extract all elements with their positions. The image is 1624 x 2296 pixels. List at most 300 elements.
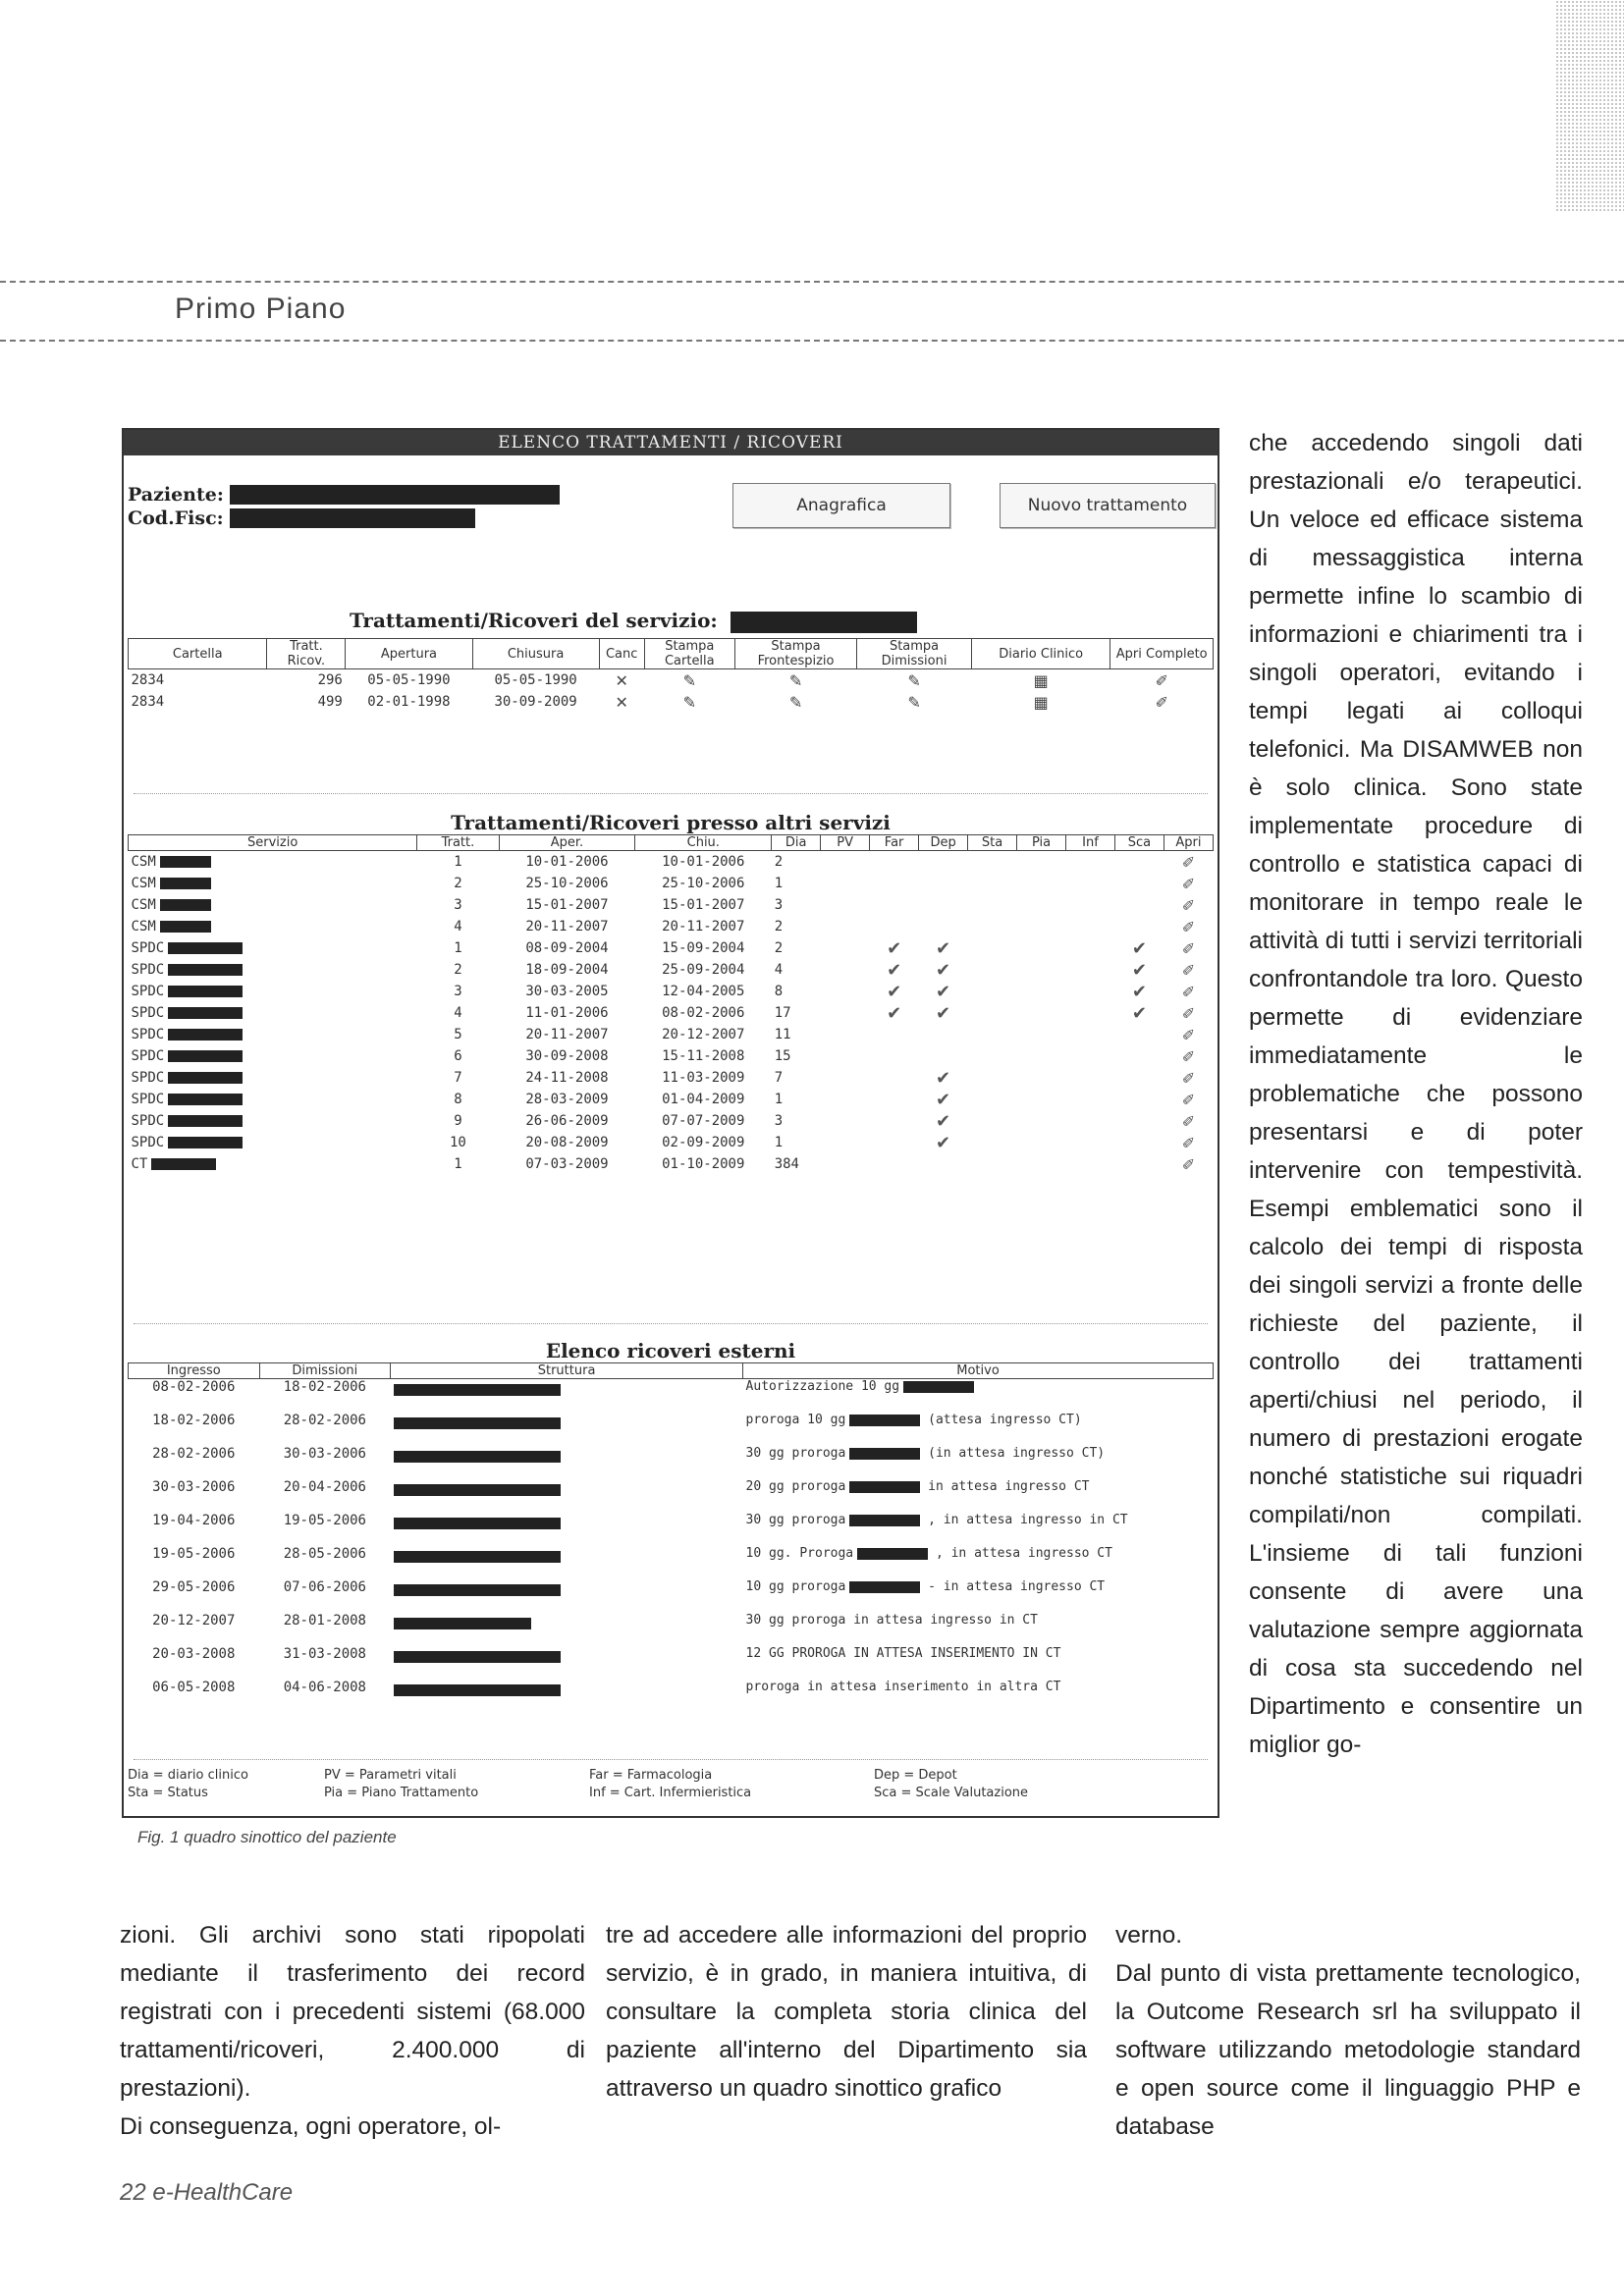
table-row: [129, 691, 1214, 713]
cell-aper: 08-09-2004: [525, 940, 609, 956]
cell-pia: [1017, 1110, 1066, 1132]
cell-pia: [1017, 894, 1066, 916]
cell-dimissioni: 30-03-2006: [283, 1446, 366, 1462]
cell-pv: [821, 1024, 870, 1045]
cell-pv: [821, 959, 870, 981]
cell-pv: [821, 1089, 870, 1110]
table-row: [129, 1089, 1214, 1110]
cell-chiu: 20-11-2007: [662, 919, 745, 934]
cell-aper: 11-01-2006: [525, 1005, 609, 1021]
cell-struttura: [391, 1513, 743, 1546]
motivo-text: 30 gg proroga: [745, 1446, 846, 1461]
cell-sca: [1114, 873, 1164, 894]
cell-servizio: [129, 873, 417, 894]
open-icon[interactable]: ✐: [1181, 1111, 1196, 1131]
cell-tratt: 7: [454, 1070, 462, 1086]
open-icon[interactable]: ✐: [1181, 1068, 1196, 1088]
column-header: Apri: [1164, 835, 1213, 851]
redacted-text: [168, 942, 243, 954]
cell-aper: 20-11-2007: [525, 1027, 609, 1042]
icon-cell: [857, 669, 972, 692]
icon-cell: [1164, 873, 1213, 894]
cell-inf: [1066, 959, 1115, 981]
cell-sca: [1114, 894, 1164, 916]
cell-servizio: [129, 1024, 417, 1045]
legend-inf: Inf = Cart. Infermieristica: [589, 1786, 752, 1800]
cell-inf: [1066, 981, 1115, 1002]
cell-ingresso: 28-02-2006: [152, 1446, 236, 1462]
cell-pia: [1017, 1067, 1066, 1089]
redacted-text: [849, 1515, 920, 1526]
cell-sca: [1114, 851, 1164, 874]
cell-motivo: [743, 1446, 1214, 1479]
legend-pv: PV = Parametri vitali: [324, 1768, 457, 1783]
cell-tratt: 3: [454, 897, 462, 913]
cell-dep: ✔: [936, 1110, 951, 1132]
cell-ingresso: 19-04-2006: [152, 1513, 236, 1528]
cancel-icon[interactable]: ✕: [615, 670, 628, 690]
column-header: Chiu.: [635, 835, 772, 851]
cell-sca: [1114, 1067, 1164, 1089]
table-row: [129, 1646, 1214, 1680]
table-row: [129, 937, 1214, 959]
motivo-text: , in attesa ingresso in CT: [920, 1513, 1128, 1527]
cell-servizio: [129, 937, 417, 959]
cell-aper: 26-06-2009: [525, 1113, 609, 1129]
icon-cell: [1164, 894, 1213, 916]
cell-ingresso: 08-02-2006: [152, 1379, 236, 1395]
cell-chiu: 02-09-2009: [662, 1135, 745, 1150]
table-row: [129, 851, 1214, 874]
cell-dia: 3: [774, 897, 784, 913]
icon-cell: [734, 691, 856, 713]
cell-inf: [1066, 1089, 1115, 1110]
legend-far: Far = Farmacologia: [589, 1768, 713, 1783]
table-row: [129, 1413, 1214, 1446]
cell-dimissioni: 04-06-2008: [283, 1680, 366, 1695]
column-header: Motivo: [743, 1363, 1214, 1379]
cell-dimissioni: 31-03-2008: [283, 1646, 366, 1662]
table-row: [129, 1579, 1214, 1613]
redacted-text: [160, 878, 211, 889]
column-header: PV: [821, 835, 870, 851]
icon-cell: [857, 691, 972, 713]
cell-far: [870, 1132, 919, 1153]
column-header: Stampa Frontespizio: [734, 639, 856, 669]
cell-tratt: 5: [454, 1027, 462, 1042]
page-footer: 22 e-HealthCare: [120, 2179, 294, 2206]
cell-pv: [821, 981, 870, 1002]
cell-dep: ✔: [936, 1067, 951, 1089]
motivo-text: in attesa ingresso CT: [920, 1479, 1090, 1494]
cell-sta: [968, 981, 1017, 1002]
cell-sca: [1114, 1024, 1164, 1045]
table-row: [129, 959, 1214, 981]
cell-pia: [1017, 873, 1066, 894]
cell-inf: [1066, 1153, 1115, 1175]
redacted-text: [168, 1072, 243, 1084]
redacted-text: [168, 964, 243, 976]
table-row: [129, 1045, 1214, 1067]
redacted-text: [168, 1094, 243, 1105]
cell-aper: 15-01-2007: [525, 897, 609, 913]
cell-pia: [1017, 981, 1066, 1002]
section-title: Primo Piano: [175, 293, 347, 325]
table-row: [129, 1546, 1214, 1579]
cell-chiu: 15-09-2004: [662, 940, 745, 956]
cell-dia: 2: [774, 919, 784, 934]
cell-pia: [1017, 916, 1066, 937]
service-name: SPDC: [131, 962, 165, 978]
cell-dia: 384: [774, 1156, 799, 1172]
cell-tratt: 1: [454, 854, 462, 870]
icon-cell: [1164, 1089, 1213, 1110]
open-icon[interactable]: ✐: [1181, 1154, 1196, 1174]
cell-dimissioni: 28-05-2006: [283, 1546, 366, 1562]
column-header: Cartella: [129, 639, 267, 669]
redacted-text: [168, 1007, 243, 1019]
redacted-text: [160, 856, 211, 868]
nuovo-trattamento-button[interactable]: Nuovo trattamento: [1000, 483, 1216, 528]
codfisc-label: Cod.Fisc:: [128, 507, 224, 529]
redacted-text: [394, 1584, 561, 1596]
cell-sta: [968, 1024, 1017, 1045]
icon-cell: [599, 691, 644, 713]
open-icon[interactable]: ✐: [1181, 1003, 1196, 1023]
cell-dep: ✔: [936, 959, 951, 981]
cell-chiu: 20-12-2007: [662, 1027, 745, 1042]
motivo-text: (in attesa ingresso CT): [920, 1446, 1106, 1461]
anagrafica-button[interactable]: Anagrafica: [732, 483, 950, 528]
print-icon[interactable]: ✎: [788, 670, 803, 690]
redacted-text: [903, 1381, 974, 1393]
cell-servizio: [129, 1132, 417, 1153]
cell-inf: [1066, 851, 1115, 874]
cell-dimissioni: 28-01-2008: [283, 1613, 366, 1629]
column-header: Far: [870, 835, 919, 851]
redacted-text: [168, 986, 243, 997]
open-icon[interactable]: ✐: [1181, 1133, 1196, 1152]
column-header: Ingresso: [129, 1363, 260, 1379]
cancel-icon[interactable]: ✕: [615, 692, 628, 712]
cell-sca: [1114, 916, 1164, 937]
cell-dia: 1: [774, 876, 784, 891]
cell-sca: [1114, 1132, 1164, 1153]
separator: [134, 793, 1208, 794]
cell-dia: 11: [774, 1027, 791, 1042]
motivo-text: Autorizzazione 10 gg: [745, 1379, 900, 1394]
cell-pia: [1017, 1024, 1066, 1045]
open-icon[interactable]: ✐: [1181, 960, 1196, 980]
cell-chiu: 25-09-2004: [662, 962, 745, 978]
print-icon[interactable]: ✎: [682, 670, 696, 690]
cell-sta: [968, 1132, 1017, 1153]
cell-sca: [1114, 1045, 1164, 1067]
cell-dia: 7: [774, 1070, 784, 1086]
service-name: SPDC: [131, 1027, 165, 1042]
redacted-text: [849, 1581, 920, 1593]
cell-dep: ✔: [936, 1002, 951, 1024]
cell-sta: [968, 1110, 1017, 1132]
cell-far: [870, 894, 919, 916]
redacted-text: [168, 1115, 243, 1127]
cell-servizio: [129, 1045, 417, 1067]
motivo-text: 12 GG PROROGA IN ATTESA INSERIMENTO IN CT: [745, 1646, 1061, 1661]
cell-inf: [1066, 1024, 1115, 1045]
table-row: [129, 1153, 1214, 1175]
header-rule-top: [0, 281, 1624, 283]
cell-pia: [1017, 1045, 1066, 1067]
cell-dep: [919, 1024, 968, 1045]
cell-dia: 17: [774, 1005, 791, 1021]
cell-inf: [1066, 916, 1115, 937]
figure-caption: Fig. 1 quadro sinottico del paziente: [137, 1828, 397, 1846]
cell-dia: 8: [774, 984, 784, 999]
cell-pia: [1017, 851, 1066, 874]
column-1-text: zioni. Gli archivi sono stati ripopolati mediante il trasferimento dei record registrati con i precedenti sistemi (68.000 trattamenti/ricoveri, 2.400.000 di prestazioni). Di conseguenza, ogni operatore, ol-: [120, 1922, 585, 2140]
cell-servizio: [129, 916, 417, 937]
open-icon[interactable]: ✐: [1181, 874, 1196, 893]
open-icon[interactable]: ✐: [1181, 852, 1196, 872]
cell-sca: [1114, 1110, 1164, 1132]
patient-label: Paziente:: [128, 484, 224, 506]
service-name: CSM: [131, 876, 156, 891]
cell-pia: [1017, 1089, 1066, 1110]
icon-cell: [644, 691, 734, 713]
icon-cell: [1164, 937, 1213, 959]
print-icon[interactable]: ✎: [907, 692, 921, 712]
open-icon[interactable]: ✐: [1181, 895, 1196, 915]
cell-dimissioni: 07-06-2006: [283, 1579, 366, 1595]
service-name: SPDC: [131, 984, 165, 999]
table-other-services: [128, 834, 1214, 1175]
cell-dep: [919, 1153, 968, 1175]
cell-dep: [919, 894, 968, 916]
column-header: Tratt.: [417, 835, 499, 851]
print-icon[interactable]: ✎: [682, 692, 696, 712]
table-row: [129, 873, 1214, 894]
cell-sta: [968, 894, 1017, 916]
cell-dep: ✔: [936, 937, 951, 959]
cell-tratt: 296: [317, 672, 343, 688]
cell-tratt: 4: [454, 919, 462, 934]
cell-aper: 24-11-2008: [525, 1070, 609, 1086]
figure-header: ELENCO TRATTAMENTI / RICOVERI: [124, 430, 1218, 455]
redacted-service: [731, 612, 917, 633]
cell-aper: 28-03-2009: [525, 1092, 609, 1107]
redacted-text: [394, 1551, 561, 1563]
cell-sta: [968, 1002, 1017, 1024]
table-row: [129, 1067, 1214, 1089]
column-header: Stampa Dimissioni: [857, 639, 972, 669]
table-own-service: [128, 638, 1214, 713]
table-row: [129, 1479, 1214, 1513]
cell-ingresso: 18-02-2006: [152, 1413, 236, 1428]
patient-info: [128, 483, 560, 530]
cell-sta: [968, 916, 1017, 937]
table-row: [129, 1132, 1214, 1153]
service-name: CSM: [131, 897, 156, 913]
icon-cell: [1164, 851, 1213, 874]
column-header: Sta: [968, 835, 1017, 851]
cell-pia: [1017, 1002, 1066, 1024]
cell-pv: [821, 1002, 870, 1024]
cell-cartella: 2834: [131, 694, 165, 710]
table-row: [129, 981, 1214, 1002]
cell-pv: [821, 1067, 870, 1089]
cell-far: ✔: [887, 1002, 902, 1024]
column-header: Sca: [1114, 835, 1164, 851]
cell-chiusura: 30-09-2009: [494, 694, 577, 710]
cell-struttura: [391, 1446, 743, 1479]
cell-chiusura: 05-05-1990: [494, 672, 577, 688]
print-icon[interactable]: ✎: [907, 670, 921, 690]
cell-dia: 2: [774, 854, 784, 870]
icon-cell: [1164, 1067, 1213, 1089]
cell-motivo: [743, 1479, 1214, 1513]
cell-tratt: 9: [454, 1113, 462, 1129]
motivo-text: proroga 10 gg: [745, 1413, 846, 1427]
cell-servizio: [129, 959, 417, 981]
icon-cell: [971, 669, 1110, 692]
cell-sta: [968, 959, 1017, 981]
open-icon[interactable]: ✐: [1181, 982, 1196, 1001]
cell-pv: [821, 1045, 870, 1067]
table-row: [129, 669, 1214, 692]
cell-sta: [968, 1153, 1017, 1175]
table-row: [129, 1446, 1214, 1479]
redacted-text: [849, 1448, 920, 1460]
cell-inf: [1066, 873, 1115, 894]
legend-pia: Pia = Piano Trattamento: [324, 1786, 479, 1800]
legend-sca: Sca = Scale Valutazione: [874, 1786, 1029, 1800]
cell-pv: [821, 873, 870, 894]
cell-ingresso: 30-03-2006: [152, 1479, 236, 1495]
icon-cell: [734, 669, 856, 692]
motivo-text: 10 gg. Proroga: [745, 1546, 854, 1561]
open-icon[interactable]: ✐: [1181, 1090, 1196, 1109]
cell-sta: [968, 1045, 1017, 1067]
cell-pia: [1017, 959, 1066, 981]
service-name: CSM: [131, 854, 156, 870]
open-icon[interactable]: ✐: [1155, 692, 1168, 712]
cell-far: [870, 1045, 919, 1067]
redacted-text: [394, 1618, 531, 1629]
cell-dia: 15: [774, 1048, 791, 1064]
open-icon[interactable]: ✐: [1181, 1046, 1196, 1066]
redacted-text: [394, 1684, 561, 1696]
cell-chiu: 25-10-2006: [662, 876, 745, 891]
column-header: Pia: [1017, 835, 1066, 851]
cell-servizio: [129, 1089, 417, 1110]
print-icon[interactable]: ✎: [788, 692, 803, 712]
cell-apertura: 02-01-1998: [367, 694, 451, 710]
cell-far: [870, 1024, 919, 1045]
open-icon[interactable]: ✐: [1181, 917, 1196, 936]
cell-tratt: 3: [454, 984, 462, 999]
motivo-text: 30 gg proroga in attesa ingresso in CT: [745, 1613, 1038, 1628]
service-name: SPDC: [131, 1113, 165, 1129]
open-icon[interactable]: ✐: [1181, 938, 1196, 958]
redacted-codfisc: [230, 508, 475, 528]
icon-cell: [1164, 1002, 1213, 1024]
column-header: Chiusura: [472, 639, 599, 669]
cell-motivo: [743, 1379, 1214, 1414]
cell-far: [870, 1089, 919, 1110]
cell-servizio: [129, 981, 417, 1002]
cell-far: [870, 851, 919, 874]
column-header: Dimissioni: [259, 1363, 391, 1379]
open-icon[interactable]: ✐: [1155, 670, 1168, 690]
column-header: Canc: [599, 639, 644, 669]
redacted-text: [168, 1029, 243, 1041]
legend-sta: Sta = Status: [128, 1786, 208, 1800]
cell-struttura: [391, 1546, 743, 1579]
cell-motivo: [743, 1413, 1214, 1446]
column-header: Tratt. Ricov.: [267, 639, 346, 669]
icon-cell: [599, 669, 644, 692]
cell-dep: [919, 851, 968, 874]
cell-dia: 4: [774, 962, 784, 978]
cell-chiu: 10-01-2006: [662, 854, 745, 870]
cell-inf: [1066, 1002, 1115, 1024]
diary-icon[interactable]: ▦: [1033, 670, 1049, 690]
cell-dep: ✔: [936, 1132, 951, 1153]
cell-pv: [821, 1110, 870, 1132]
motivo-text: (attesa ingresso CT): [920, 1413, 1082, 1427]
column-header: Inf: [1066, 835, 1115, 851]
column-header: Apri Completo: [1110, 639, 1214, 669]
diary-icon[interactable]: ▦: [1033, 692, 1049, 712]
cell-servizio: [129, 1110, 417, 1132]
column-2-text: tre ad accedere alle informazioni del proprio servizio, è in grado, in maniera intuitiva, di consultare la completa storia clinica del paziente all'interno del Dipartimento sia attraverso un quadro sinottico grafico: [606, 1922, 1087, 2102]
redacted-text: [394, 1651, 561, 1663]
cell-sca: [1114, 1153, 1164, 1175]
cell-chiu: 15-11-2008: [662, 1048, 745, 1064]
service-name: SPDC: [131, 1048, 165, 1064]
cell-aper: 07-03-2009: [525, 1156, 609, 1172]
cell-struttura: [391, 1579, 743, 1613]
cell-ingresso: 20-03-2008: [152, 1646, 236, 1662]
cell-motivo: [743, 1546, 1214, 1579]
cell-struttura: [391, 1479, 743, 1513]
right-column-text: che accedendo singoli dati prestazionali e/o terapeutici. Un veloce ed efficace sistema di messaggistica interna permette infine lo scambio di informazioni e chiarimenti tra i singoli operatori, evitando i tempi legati ai colloqui telefonici. Ma DISAMWEB non è solo clinica. Sono state implementate procedure di controllo e statistica capaci di monitorare in tempo reale le attività di tutti i servizi territoriali confrontandole tra loro. Questo permette di evidenziare immediatamente le problematiche che possono presentarsi e di poter intervenire con tempestività. Esempi emblematici sono il calcolo dei tempi di risposta dei singoli servizi a fronte delle richieste del paziente, il controllo dei trattamenti aperti/chiusi nel periodo, il numero di prestazioni erogate nonché statistiche sui riquadri compilati/non compilati. L'insieme di tali funzioni consente di avere una valutazione sempre aggiornata di cosa sta succedendo nel Dipartimento e consentire un miglior go-: [1249, 430, 1583, 1758]
cell-sca: ✔: [1131, 959, 1147, 981]
icon-cell: [1110, 669, 1214, 692]
column-header: Aper.: [499, 835, 635, 851]
cell-tratt: 10: [449, 1135, 466, 1150]
cell-dep: [919, 916, 968, 937]
table-row: [129, 1024, 1214, 1045]
cell-inf: [1066, 1045, 1115, 1067]
cell-motivo: [743, 1613, 1214, 1646]
cell-aper: 30-09-2008: [525, 1048, 609, 1064]
cell-sca: ✔: [1131, 937, 1147, 959]
cell-far: [870, 1110, 919, 1132]
cell-chiu: 12-04-2005: [662, 984, 745, 999]
cell-sca: ✔: [1131, 1002, 1147, 1024]
column-3-text: verno. Dal punto di vista prettamente tecnologico, la Outcome Research srl ha sviluppato il software utilizzando metodologie standard e open source come il linguaggio PHP e database: [1115, 1922, 1581, 2140]
table-row: [129, 894, 1214, 916]
cell-far: [870, 1067, 919, 1089]
redacted-text: [151, 1158, 216, 1170]
table3-title: Elenco ricoveri esterni: [545, 1339, 796, 1362]
column-header: Servizio: [129, 835, 417, 851]
table-row: [129, 1002, 1214, 1024]
open-icon[interactable]: ✐: [1181, 1025, 1196, 1044]
table-row: [129, 1110, 1214, 1132]
service-name: SPDC: [131, 940, 165, 956]
